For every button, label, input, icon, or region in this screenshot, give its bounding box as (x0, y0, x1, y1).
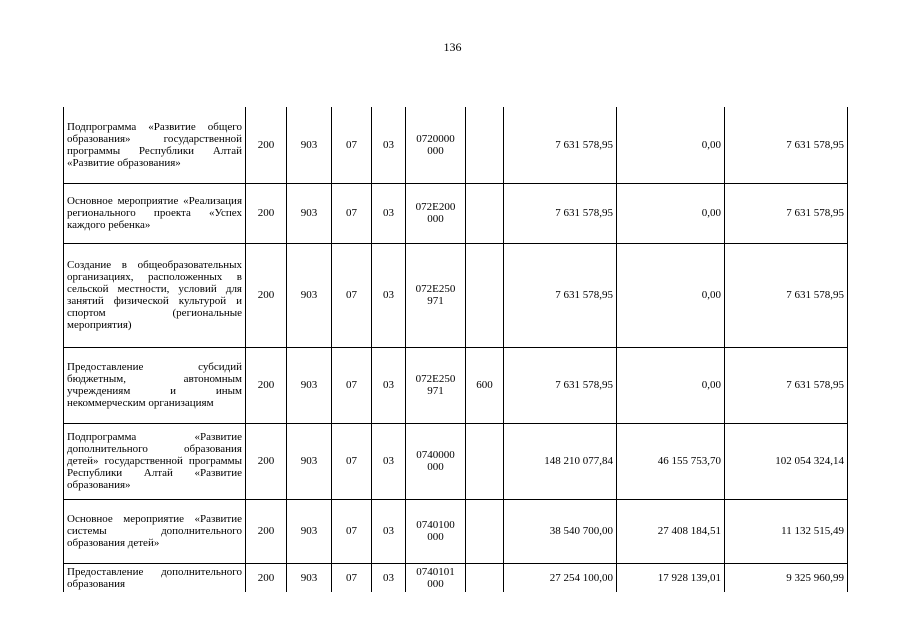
cell-section-code: 07 (332, 563, 372, 592)
cell-admin-code: 200 (246, 499, 287, 563)
table-row (64, 347, 848, 423)
cell-amount-total: 148 210 077,84 (504, 423, 617, 499)
cell-section-code: 07 (332, 347, 372, 423)
cell-section-code: 07 (332, 243, 372, 347)
cell-ministry-code: 903 (287, 423, 332, 499)
table-row (64, 243, 848, 347)
cell-amount-federal: 0,00 (617, 107, 725, 183)
cell-amount-regional: 7 631 578,95 (725, 243, 848, 347)
cell-amount-regional: 102 054 324,14 (725, 423, 848, 499)
cell-amount-regional: 7 631 578,95 (725, 183, 848, 243)
cell-expense-type (466, 423, 504, 499)
cell-subsection-code: 03 (372, 423, 406, 499)
cell-subsection-code: 03 (372, 499, 406, 563)
cell-name: Предоставление субсидий бюджетным, автономным учреждениям и иным некоммерческим организациям (64, 347, 246, 423)
cell-amount-regional: 11 132 515,49 (725, 499, 848, 563)
cell-target-article: 0720000 000 (406, 107, 466, 183)
table-row (64, 183, 848, 243)
cell-ministry-code: 903 (287, 563, 332, 592)
budget-table (63, 107, 848, 592)
cell-section-code: 07 (332, 423, 372, 499)
cell-admin-code: 200 (246, 423, 287, 499)
cell-name: Предоставление дополнительного образования (64, 563, 246, 592)
cell-target-article: 072E250 971 (406, 347, 466, 423)
cell-subsection-code: 03 (372, 347, 406, 423)
cell-amount-federal: 17 928 139,01 (617, 563, 725, 592)
cell-admin-code: 200 (246, 107, 287, 183)
table-row (64, 107, 848, 183)
cell-target-article: 072E250 971 (406, 243, 466, 347)
cell-ministry-code: 903 (287, 243, 332, 347)
cell-amount-total: 7 631 578,95 (504, 107, 617, 183)
cell-name: Основное мероприятие «Развитие системы дополнительного образования детей» (64, 499, 246, 563)
cell-expense-type (466, 183, 504, 243)
cell-amount-total: 38 540 700,00 (504, 499, 617, 563)
cell-name: Подпрограмма «Развитие общего образования» государственной программы Республики Алтай «Развитие образования» (64, 107, 246, 183)
cell-target-article: 0740101 000 (406, 563, 466, 592)
cell-section-code: 07 (332, 183, 372, 243)
cell-amount-total: 7 631 578,95 (504, 347, 617, 423)
cell-ministry-code: 903 (287, 347, 332, 423)
table-row (64, 563, 848, 592)
cell-name: Подпрограмма «Развитие дополнительного образования детей» государственной программы Республики Алтай «Развитие образования» (64, 423, 246, 499)
cell-ministry-code: 903 (287, 183, 332, 243)
cell-amount-regional: 7 631 578,95 (725, 347, 848, 423)
table-row (64, 423, 848, 499)
cell-admin-code: 200 (246, 347, 287, 423)
cell-amount-federal: 0,00 (617, 183, 725, 243)
cell-section-code: 07 (332, 107, 372, 183)
cell-amount-total: 7 631 578,95 (504, 183, 617, 243)
cell-ministry-code: 903 (287, 107, 332, 183)
cell-expense-type (466, 499, 504, 563)
cell-section-code: 07 (332, 499, 372, 563)
cell-name: Основное мероприятие «Реализация регионального проекта «Успех каждого ребенка» (64, 183, 246, 243)
cell-subsection-code: 03 (372, 243, 406, 347)
cell-amount-regional: 9 325 960,99 (725, 563, 848, 592)
page-number: 136 (443, 40, 462, 54)
cell-target-article: 072E200 000 (406, 183, 466, 243)
cell-subsection-code: 03 (372, 183, 406, 243)
cell-target-article: 0740000 000 (406, 423, 466, 499)
cell-admin-code: 200 (246, 243, 287, 347)
cell-expense-type: 600 (466, 347, 504, 423)
table-row (64, 499, 848, 563)
cell-expense-type (466, 563, 504, 592)
cell-admin-code: 200 (246, 563, 287, 592)
cell-amount-federal: 27 408 184,51 (617, 499, 725, 563)
cell-amount-federal: 0,00 (617, 347, 725, 423)
cell-expense-type (466, 243, 504, 347)
cell-subsection-code: 03 (372, 563, 406, 592)
cell-subsection-code: 03 (372, 107, 406, 183)
cell-amount-total: 7 631 578,95 (504, 243, 617, 347)
cell-admin-code: 200 (246, 183, 287, 243)
cell-name: Создание в общеобразовательных организациях, расположенных в сельской местности, условий для занятий физической культурой и спортом (региональные мероприятия) (64, 243, 246, 347)
cell-target-article: 0740100 000 (406, 499, 466, 563)
cell-amount-federal: 46 155 753,70 (617, 423, 725, 499)
cell-amount-total: 27 254 100,00 (504, 563, 617, 592)
cell-amount-federal: 0,00 (617, 243, 725, 347)
cell-expense-type (466, 107, 504, 183)
cell-amount-regional: 7 631 578,95 (725, 107, 848, 183)
cell-ministry-code: 903 (287, 499, 332, 563)
